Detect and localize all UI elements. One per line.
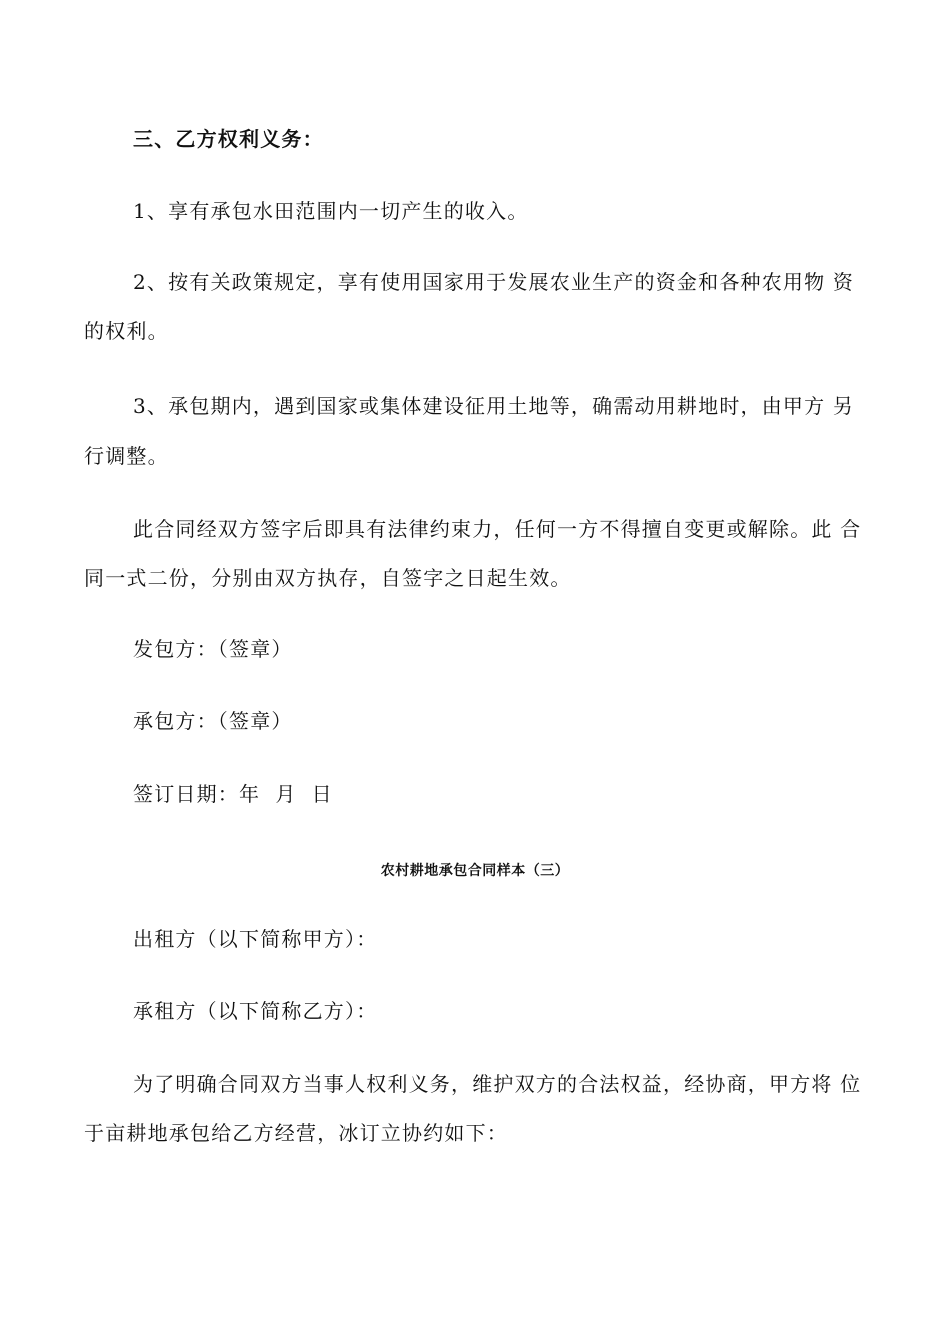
lessor-line: 出租方（以下简称甲方）： xyxy=(133,927,378,951)
sample-title: 农村耕地承包合同样本（三） xyxy=(380,863,570,879)
item-2-line-1: 2、按有关政策规定，享有使用国家用于发展农业生产的资金和各种农用物 资 xyxy=(133,270,855,294)
closing-line-1: 此合同经双方签字后即具有法律约束力，任何一方不得擅自变更或解除。此 合 xyxy=(133,517,862,541)
item-3-line-1: 3、承包期内，遇到国家或集体建设征用土地等，确需动用耕地时，由甲方 另 xyxy=(133,394,855,418)
lessee-line: 承租方（以下简称乙方）： xyxy=(133,999,378,1023)
item-2-line-2: 的权利。 xyxy=(84,319,169,343)
signing-date: 签订日期：年 月 日 xyxy=(133,782,333,806)
preamble-line-2: 于亩耕地承包给乙方经营，冰订立协约如下： xyxy=(84,1121,508,1145)
item-1-line-1: 1、享有承包水田范围内一切产生的收入。 xyxy=(133,199,529,223)
item-3-line-2: 行调整。 xyxy=(84,444,169,468)
contractor-signature: 承包方：（签章） xyxy=(133,709,293,733)
section-heading: 三、乙方权利义务： xyxy=(133,127,324,151)
issuer-signature: 发包方：（签章） xyxy=(133,637,293,661)
preamble-line-1: 为了明确合同双方当事人权利义务，维护双方的合法权益，经协商，甲方将 位 xyxy=(133,1072,862,1096)
closing-line-2: 同一式二份，分别由双方执存，自签字之日起生效。 xyxy=(84,566,572,590)
